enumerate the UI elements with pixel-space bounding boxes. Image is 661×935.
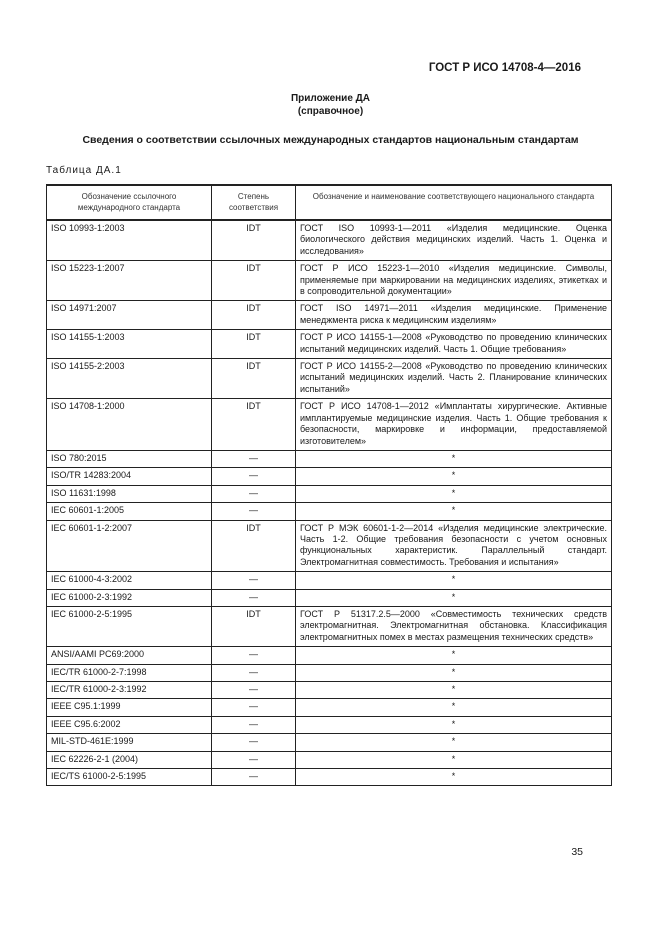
degree-cell: — xyxy=(212,734,296,751)
degree-cell: IDT xyxy=(212,220,296,261)
table-row xyxy=(47,664,612,681)
table-header-row xyxy=(47,185,612,220)
reference-standard-cell: IEEE C95.1:1999 xyxy=(47,699,212,716)
table-row xyxy=(47,751,612,768)
table-row xyxy=(47,589,612,606)
table-row xyxy=(47,520,612,572)
table-row xyxy=(47,301,612,330)
reference-standard-cell: ISO/TR 14283:2004 xyxy=(47,468,212,485)
national-standard-cell: ГОСТ ISO 14971—2011 «Изделия медицинские. Применение менеджмента риска к медицинским изделиям» xyxy=(296,301,612,330)
degree-cell: — xyxy=(212,468,296,485)
degree-cell: — xyxy=(212,682,296,699)
degree-cell: IDT xyxy=(212,301,296,330)
national-standard-cell: * xyxy=(296,468,612,485)
national-standard-cell: ГОСТ Р ИСО 14155-2—2008 «Руководство по проведению клинических испытаний медицинских изделий. Часть 2. Планирование клинических испытаний» xyxy=(296,359,612,399)
reference-standard-cell: IEC 61000-2-5:1995 xyxy=(47,606,212,646)
table-label: Таблица ДА.1 xyxy=(46,165,122,176)
reference-standard-cell: ISO 14155-2:2003 xyxy=(47,359,212,399)
reference-standard-cell: IEC/TR 61000-2-7:1998 xyxy=(47,664,212,681)
page-number: 35 xyxy=(571,846,583,858)
table-row xyxy=(47,468,612,485)
reference-standard-cell: ISO 15223-1:2007 xyxy=(47,261,212,301)
reference-standard-cell: ISO 780:2015 xyxy=(47,450,212,467)
reference-standard-cell: IEC 61000-4-3:2002 xyxy=(47,572,212,589)
national-standard-cell: * xyxy=(296,769,612,786)
table-row xyxy=(47,699,612,716)
reference-standard-cell: IEC/TR 61000-2-3:1992 xyxy=(47,682,212,699)
national-standard-cell: * xyxy=(296,682,612,699)
table-row xyxy=(47,606,612,646)
degree-cell: — xyxy=(212,572,296,589)
reference-standard-cell: ISO 14155-1:2003 xyxy=(47,330,212,359)
degree-cell: IDT xyxy=(212,330,296,359)
degree-cell: — xyxy=(212,485,296,502)
degree-cell: — xyxy=(212,716,296,733)
reference-standard-cell: IEEE C95.6:2002 xyxy=(47,716,212,733)
degree-cell: IDT xyxy=(212,520,296,572)
reference-standard-cell: IEC 60601-1-2:2007 xyxy=(47,520,212,572)
table-row xyxy=(47,503,612,520)
degree-cell: IDT xyxy=(212,606,296,646)
national-standard-cell: ГОСТ Р ИСО 14708-1—2012 «Имплантаты хирургические. Активные имплантируемые медицинские изделия. Часть 1. Общие требования к безопасности, маркировке и информации, предоставляемой изготовителем» xyxy=(296,399,612,451)
degree-cell: — xyxy=(212,450,296,467)
national-standard-cell: ГОСТ Р ИСО 14155-1—2008 «Руководство по проведению клинических испытаний медицинских изделий. Часть 1. Общие требования» xyxy=(296,330,612,359)
column-header-degree: Степень соответствия xyxy=(212,185,296,220)
table-row xyxy=(47,647,612,664)
national-standard-cell: * xyxy=(296,485,612,502)
table-row xyxy=(47,261,612,301)
national-standard-cell: ГОСТ ISO 10993-1—2011 «Изделия медицинские. Оценка биологического действия медицинских изделий. Часть 1. Оценка и исследования» xyxy=(296,220,612,261)
degree-cell: — xyxy=(212,503,296,520)
national-standard-cell: * xyxy=(296,572,612,589)
degree-cell: IDT xyxy=(212,261,296,301)
national-standard-cell: * xyxy=(296,699,612,716)
table-row xyxy=(47,450,612,467)
degree-cell: IDT xyxy=(212,399,296,451)
appendix-heading xyxy=(0,92,661,118)
column-header-reference: Обозначение ссылочного международного стандарта xyxy=(47,185,212,220)
reference-standard-cell: IEC 62226-2-1 (2004) xyxy=(47,751,212,768)
degree-cell: — xyxy=(212,664,296,681)
degree-cell: — xyxy=(212,699,296,716)
table-row xyxy=(47,220,612,261)
table-row xyxy=(47,682,612,699)
table-row xyxy=(47,734,612,751)
national-standard-cell: * xyxy=(296,503,612,520)
reference-standard-cell: ISO 10993-1:2003 xyxy=(47,220,212,261)
reference-standard-cell: ANSI/AAMI PC69:2000 xyxy=(47,647,212,664)
appendix-subtitle: (справочное) xyxy=(297,106,364,117)
table-row xyxy=(47,399,612,451)
reference-standard-cell: ISO 14971:2007 xyxy=(47,301,212,330)
reference-standard-cell: IEC/TS 61000-2-5:1995 xyxy=(47,769,212,786)
table-row xyxy=(47,769,612,786)
section-title: Сведения о соответствии ссылочных международных стандартов национальным стандартам xyxy=(82,134,579,146)
table-row xyxy=(47,330,612,359)
national-standard-cell: * xyxy=(296,751,612,768)
national-standard-cell: ГОСТ Р 51317.2.5—2000 «Совместимость технических средств электромагнитная. Электромагнитная обстановка. Классификация электромагнитных помех в местах размещения технических средств» xyxy=(296,606,612,646)
degree-cell: — xyxy=(212,769,296,786)
table-row xyxy=(47,716,612,733)
national-standard-cell: ГОСТ Р МЭК 60601-1-2—2014 «Изделия медицинские электрические. Часть 1-2. Общие требования безопасности с учетом основных функциональных характеристик. Параллельный стандарт. Электромагнитная совместимость. Требования и испытания» xyxy=(296,520,612,572)
national-standard-cell: ГОСТ Р ИСО 15223-1—2010 «Изделия медицинские. Символы, применяемые при маркировании на медицинских изделиях, этикетках и в сопроводительной документации» xyxy=(296,261,612,301)
national-standard-cell: * xyxy=(296,589,612,606)
reference-standard-cell: ISO 14708-1:2000 xyxy=(47,399,212,451)
table-row xyxy=(47,359,612,399)
table-row xyxy=(47,485,612,502)
national-standard-cell: * xyxy=(296,716,612,733)
reference-standard-cell: IEC 60601-1:2005 xyxy=(47,503,212,520)
reference-standard-cell: IEC 61000-2-3:1992 xyxy=(47,589,212,606)
column-header-national: Обозначение и наименование соответствующего национального стандарта xyxy=(296,185,612,220)
national-standard-cell: * xyxy=(296,664,612,681)
degree-cell: IDT xyxy=(212,359,296,399)
appendix-title: Приложение ДА xyxy=(290,93,371,104)
table-row xyxy=(47,572,612,589)
reference-standard-cell: MIL-STD-461E:1999 xyxy=(47,734,212,751)
table-body xyxy=(47,220,612,786)
national-standard-cell: * xyxy=(296,450,612,467)
degree-cell: — xyxy=(212,647,296,664)
correspondence-table xyxy=(46,184,612,786)
degree-cell: — xyxy=(212,589,296,606)
national-standard-cell: * xyxy=(296,734,612,751)
national-standard-cell: * xyxy=(296,647,612,664)
degree-cell: — xyxy=(212,751,296,768)
reference-standard-cell: ISO 11631:1998 xyxy=(47,485,212,502)
document-code: ГОСТ Р ИСО 14708-4—2016 xyxy=(428,62,581,74)
